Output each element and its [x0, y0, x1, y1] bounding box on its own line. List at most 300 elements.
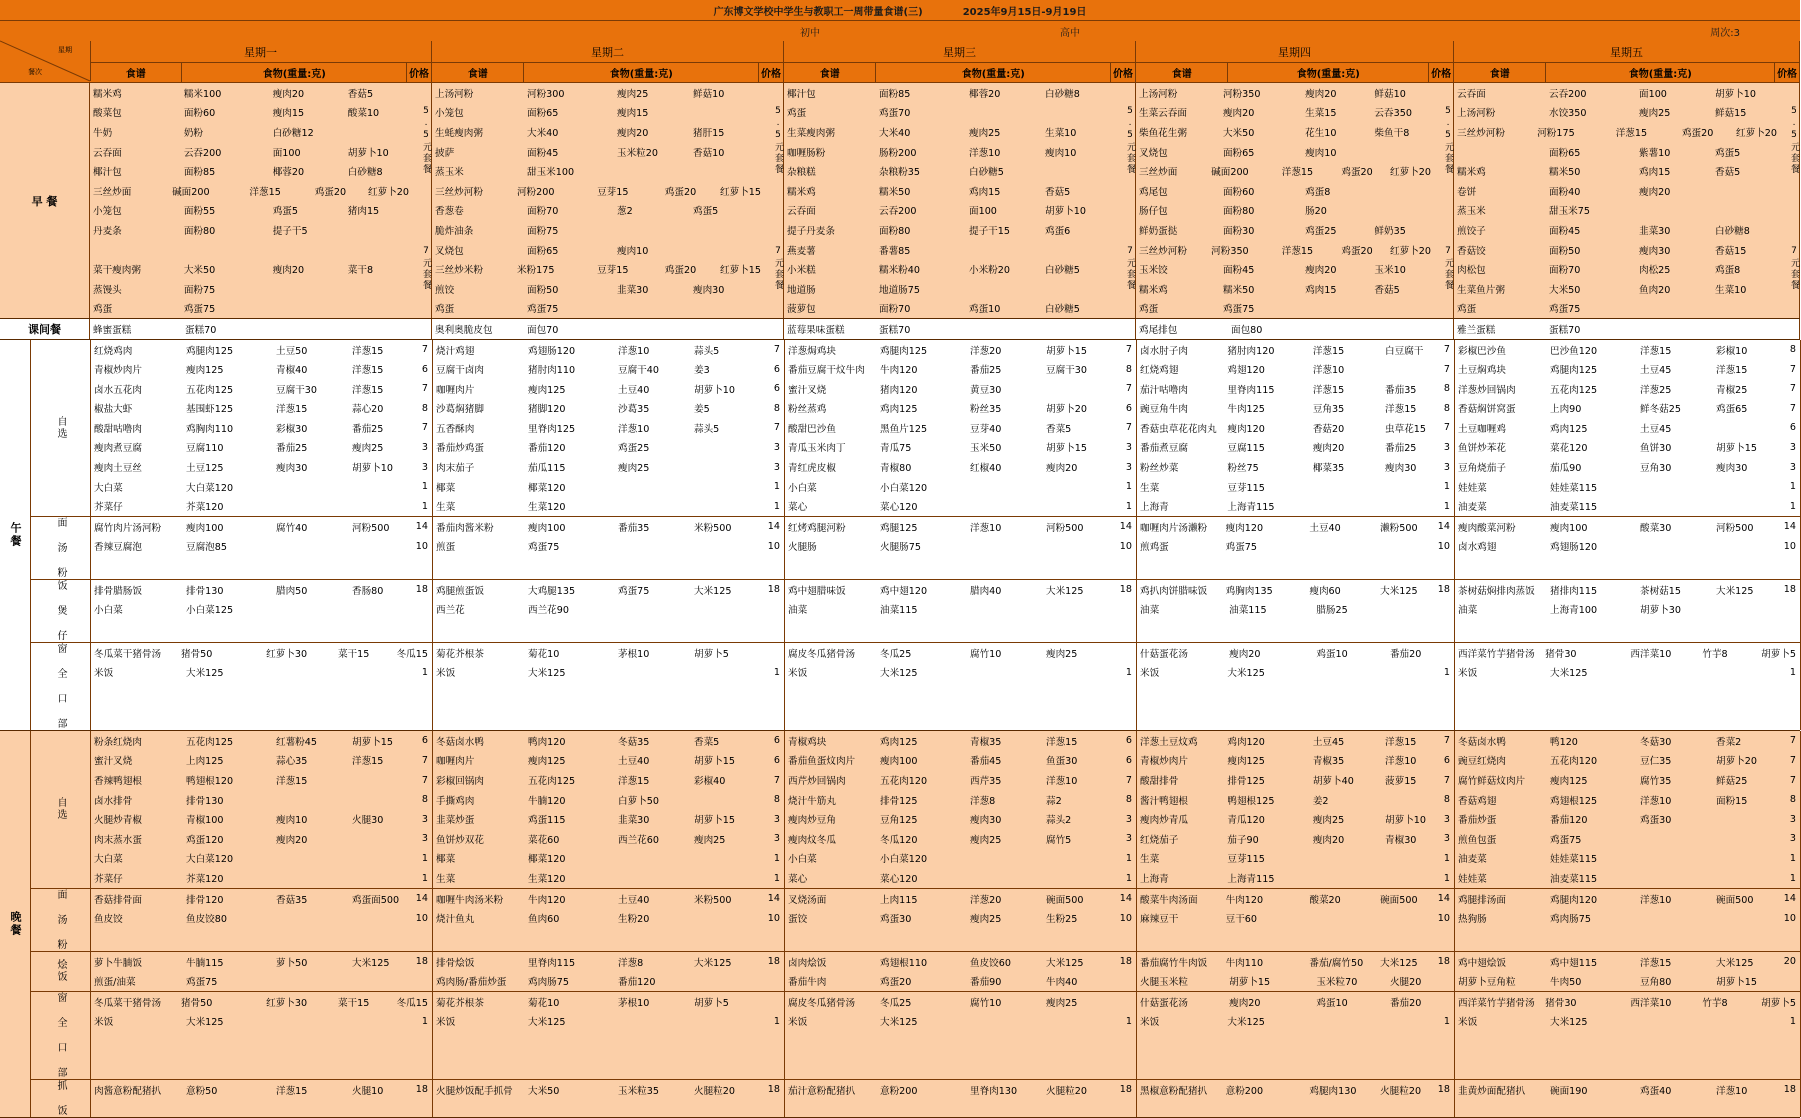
- ingredient-1: 牛腩120: [528, 795, 566, 807]
- dish-name: 生菜: [1140, 854, 1160, 866]
- price-or-ingredient: 7: [1443, 363, 1450, 375]
- meal-group-lunch_zixuan: [31, 340, 1801, 517]
- day-column: [433, 580, 785, 642]
- ingredient-1: 面粉75: [527, 225, 559, 237]
- ingredient-1: 排骨130: [186, 585, 224, 597]
- ingredient-2: 玉米粒70: [1316, 977, 1358, 989]
- ingredient-1: 五花肉125: [186, 384, 234, 396]
- sheet-title: 广东博文学校中学生与教职工一周带量食谱(三): [713, 6, 923, 18]
- ingredient-3: 胡萝卜15: [1716, 443, 1757, 455]
- menu-row: [432, 240, 783, 260]
- food-col-header: 食物(重量:克): [524, 63, 759, 82]
- dish-name: 三丝炒河粉: [1139, 245, 1187, 257]
- price-or-ingredient: 7: [1443, 774, 1450, 786]
- day-column: [90, 83, 432, 318]
- dish-name: 蒸馒头: [93, 284, 122, 296]
- ingredient-2: 瘦肉25: [618, 463, 650, 475]
- price-or-ingredient: 10: [1783, 912, 1796, 924]
- ingredient-2: 西芹35: [970, 776, 1002, 788]
- breakfast-price-a: 5.5元套餐: [773, 105, 783, 175]
- ingredient-2: 胡萝卜40: [1312, 776, 1354, 788]
- ingredient-3: 香菇5: [347, 88, 374, 100]
- ingredient-1: 油菜115: [880, 605, 918, 617]
- menu-row: [433, 580, 784, 600]
- ingredient-2: 鸡肉15: [969, 186, 1001, 198]
- menu-row: [1136, 83, 1453, 103]
- ingredient-1: 菜心120: [880, 502, 918, 514]
- ingredient-1: 大米50: [1222, 127, 1255, 139]
- ingredient-3: 洋葱15: [352, 384, 384, 396]
- menu-row: [784, 220, 1135, 240]
- ingredient-3: 洋葱10: [1716, 1085, 1748, 1097]
- ingredient-2: 青椒35: [970, 736, 1002, 748]
- day-column: [432, 83, 784, 318]
- menu-row: [433, 770, 784, 790]
- price-or-ingredient: 3: [421, 813, 428, 825]
- menu-row: [90, 201, 431, 221]
- ingredient-1: 大米50: [183, 265, 216, 277]
- ingredient-1: 鸡肉125: [1550, 423, 1588, 435]
- ingredient-2: 花生10: [1305, 127, 1337, 139]
- corner-diagonal: [0, 41, 90, 81]
- menu-row: [433, 952, 784, 972]
- meal-section-lunch: [0, 340, 1800, 731]
- snack-day: [1454, 319, 1800, 339]
- dish-name: 米饭: [436, 668, 456, 680]
- menu-row: [785, 849, 1136, 869]
- menu-row: [91, 992, 432, 1012]
- ingredient-2: 韭菜30: [1639, 225, 1671, 237]
- price-or-ingredient: 10: [1783, 540, 1796, 552]
- dish-name: 鲜奶蛋挞: [1139, 225, 1178, 237]
- menu-row: [1137, 1080, 1454, 1100]
- ingredient-3: 大米125: [1380, 957, 1418, 969]
- ingredient-1: 鸡翅肠120: [1550, 542, 1598, 554]
- menu-row: [433, 340, 784, 360]
- ingredient-3: 彩椒10: [1716, 345, 1748, 357]
- price-or-ingredient: 6: [1125, 402, 1132, 414]
- snack-label: 课间餐: [0, 319, 90, 339]
- price-or-ingredient: 18: [1119, 1084, 1132, 1096]
- price-or-ingredient: 胡萝卜5: [1761, 997, 1796, 1009]
- menu-row: [1454, 299, 1799, 319]
- ingredient-3: 生粉25: [1046, 914, 1078, 926]
- ingredient-3: 玉米10: [1374, 265, 1406, 277]
- menu-row: [1455, 971, 1800, 991]
- ingredient-1: 菜花60: [528, 834, 560, 846]
- ingredient-1: 猪肘肉120: [1227, 345, 1275, 357]
- dish-name: 香葱卷: [435, 206, 464, 218]
- food-col-header: 食物(重量:克): [182, 63, 407, 82]
- ingredient-2: 鸡蛋25: [1305, 225, 1337, 237]
- ingredient-1: 上肉90: [1550, 404, 1582, 416]
- day-column: [785, 340, 1137, 516]
- group-label: 窗 全 口 部: [31, 643, 91, 730]
- day-column: [784, 83, 1136, 318]
- day-column: [91, 889, 433, 951]
- price-or-ingredient: 1: [1789, 500, 1796, 512]
- price-or-ingredient: 8: [1443, 383, 1450, 395]
- ingredient-1: 面粉65: [527, 245, 559, 257]
- menu-row: [1137, 496, 1454, 516]
- dish-name: 红烧鸡肉: [94, 345, 133, 357]
- menu-row: [90, 83, 431, 103]
- ingredient-1: 瘦肉20: [1222, 108, 1255, 120]
- ingredient-1: 猪肉120: [880, 384, 918, 396]
- price-or-ingredient: 1: [773, 481, 780, 493]
- price-or-ingredient: 18: [767, 956, 780, 968]
- ingredient-1: 巴沙鱼120: [1550, 345, 1598, 357]
- day-column: [1137, 340, 1455, 516]
- dish-name: 酸菜包: [93, 108, 122, 120]
- ingredient-1: 面粉65: [1549, 147, 1581, 159]
- menu-row: [1137, 457, 1454, 477]
- dish-name: 土豆咖喱鸡: [1458, 423, 1506, 435]
- day-column: [91, 992, 433, 1079]
- ingredient-2: 椰蓉20: [969, 88, 1001, 100]
- ingredient-1: 面粉85: [879, 88, 911, 100]
- menu-row: [1136, 319, 1453, 339]
- ingredient-2: 玉米粒20: [617, 147, 658, 159]
- dish-name: 油麦菜: [1458, 854, 1487, 866]
- ingredient-1: 瘦肉100: [1550, 522, 1588, 534]
- ingredient-2: 番茄35: [618, 522, 650, 534]
- price-or-ingredient: 红萝卜20: [1389, 245, 1431, 257]
- ingredient-1: 大米50: [1549, 284, 1581, 296]
- breakfast-price-a: 5.5元套餐: [1125, 105, 1135, 175]
- ingredient-3: 牛肉40: [1046, 977, 1078, 989]
- ingredient-1: 茄瓜115: [528, 463, 566, 475]
- ingredient-1: 青瓜75: [880, 443, 912, 455]
- ingredient-1: 米粉175: [516, 265, 555, 277]
- menu-row: [433, 992, 784, 1012]
- ingredient-1: 糯米粉40: [879, 265, 920, 277]
- ingredient-3: 竹芋8: [1702, 648, 1728, 660]
- day-column: [1137, 992, 1455, 1079]
- ingredient-3: 鸡蛋20: [664, 265, 697, 277]
- ingredient-2: 里脊肉130: [970, 1085, 1018, 1097]
- dish-name: 蛋饺: [788, 914, 808, 926]
- day-column: [1455, 340, 1801, 516]
- price-or-ingredient: 10: [1437, 912, 1450, 924]
- dish-name: 芥菜仔: [94, 874, 123, 886]
- ingredient-2: 瘦肉20: [1305, 265, 1337, 277]
- dish-name: 生菜鱼片粥: [1457, 284, 1505, 296]
- ingredient-1: 冬瓜25: [880, 997, 912, 1009]
- ingredient-1: 大米125: [528, 668, 566, 680]
- dish-name: 三丝炒面: [93, 186, 132, 198]
- dish-name: 小白菜: [788, 854, 817, 866]
- dish-name: 豌豆角牛肉: [1140, 404, 1188, 416]
- ingredient-2: 豆角80: [1640, 977, 1672, 989]
- ingredient-3: 胡萝卜10: [694, 384, 735, 396]
- dish-name: 瘦肉酸菜河粉: [1458, 522, 1516, 534]
- ingredient-2: 玉米粒35: [618, 1085, 659, 1097]
- ingredient-1: 牛肉120: [1225, 894, 1264, 906]
- snack-day: [784, 319, 1136, 339]
- menu-row: [1137, 992, 1454, 1012]
- menu-row: [91, 643, 432, 663]
- dish-name: 香菇排骨面: [94, 894, 142, 906]
- breakfast-price-b: 7元套餐: [1125, 245, 1135, 291]
- ingredient-1: 鸡肉120: [1227, 736, 1265, 748]
- dish-name: 糯米鸡: [1139, 284, 1168, 296]
- menu-row: [1455, 889, 1800, 909]
- price-or-ingredient: 3: [773, 833, 780, 845]
- ingredient-1: 面粉70: [879, 304, 911, 316]
- ingredient-3: 胡萝卜5: [694, 648, 729, 660]
- ingredient-2: 鸡蛋10: [969, 304, 1001, 316]
- ingredient-2: 洋葱8: [970, 795, 996, 807]
- ingredient-3: 濑粉500: [1380, 522, 1418, 534]
- ingredient-1: 鸡蛋115: [528, 815, 566, 827]
- dish-name: 肉末蒸水蛋: [94, 834, 142, 846]
- ingredient-2: 小米粉20: [969, 265, 1010, 277]
- price-or-ingredient: 8: [1125, 363, 1132, 375]
- day-column: [91, 952, 433, 991]
- ingredient-2: 番茄120: [618, 977, 656, 989]
- menu-row: [91, 399, 432, 419]
- menu-row: [1454, 122, 1799, 142]
- dish-name: 西洋菜竹芋猪骨汤: [1458, 997, 1535, 1009]
- menu-row: [433, 663, 784, 683]
- column-headers: [1454, 63, 1800, 82]
- menu-row: [785, 1080, 1136, 1100]
- dish-name: 糯米鸡: [1457, 167, 1486, 179]
- ingredient-2: 瘦肉20: [1305, 88, 1337, 100]
- corner-top: 星期: [58, 46, 72, 54]
- price-col-header: 价格: [761, 69, 782, 80]
- price-or-ingredient: 1: [421, 1015, 428, 1027]
- ingredient-1: 鸡蛋75: [528, 542, 560, 554]
- ingredient-3: 鸡蛋20: [664, 186, 697, 198]
- ingredient-3: 胡萝卜15: [1046, 345, 1087, 357]
- price-or-ingredient: 7: [1789, 402, 1796, 414]
- dish-name: 脆炸油条: [435, 225, 474, 237]
- ingredient-3: 瘦肉20: [1046, 463, 1078, 475]
- ingredient-2: 鸡蛋5: [272, 206, 299, 218]
- ingredient-3: 鸡蛋面500: [352, 894, 400, 906]
- dish-name: 萝卜牛腩饭: [94, 957, 142, 969]
- price-or-ingredient: 10: [767, 540, 780, 552]
- ingredient-1: 面粉45: [1549, 225, 1581, 237]
- ingredient-1: 面包80: [1231, 324, 1263, 336]
- dish-name: 青红虎皮椒: [788, 463, 836, 475]
- dish-name: 娃娃菜: [1458, 874, 1487, 886]
- ingredient-1: 鸡腿肉125: [880, 345, 928, 357]
- price-or-ingredient: 3: [1443, 813, 1450, 825]
- meal-group-lunch_chuang: [31, 643, 1801, 730]
- ingredient-3: 番茄25: [1385, 443, 1417, 455]
- breakfast-price-a: 5.5元套餐: [421, 105, 431, 175]
- food-col-header: 食物(重量:克): [1228, 63, 1429, 82]
- ingredient-1: 鸡蛋20: [880, 977, 912, 989]
- price-or-ingredient: 6: [1443, 754, 1450, 766]
- column-header-row: [0, 63, 1800, 83]
- price-or-ingredient: 18: [415, 956, 428, 968]
- menu-row: [1455, 418, 1800, 438]
- ingredient-3: 火腿10: [352, 1085, 384, 1097]
- ingredient-1: 上肉115: [880, 894, 918, 906]
- ingredient-2: 面100: [1639, 88, 1667, 100]
- menu-row: [433, 809, 784, 829]
- ingredient-3: 瘦肉30: [693, 284, 725, 296]
- dish-name: 西兰花: [436, 605, 465, 617]
- price-or-ingredient: 1: [1125, 872, 1132, 884]
- menu-row: [785, 359, 1136, 379]
- menu-row: [1455, 359, 1800, 379]
- menu-row: [1137, 790, 1454, 810]
- ingredient-2: 豆腐干40: [618, 365, 659, 377]
- menu-row: [91, 751, 432, 771]
- ingredient-2: 椰蓉20: [272, 167, 305, 179]
- ingredient-1: 豆干60: [1225, 914, 1258, 926]
- menu-row: [91, 600, 432, 620]
- ingredient-1: 猪脚120: [528, 404, 566, 416]
- price-or-ingredient: 18: [1783, 584, 1796, 596]
- dish-name: 豌豆红烧肉: [1458, 756, 1506, 768]
- dish-name: 生菜: [436, 874, 456, 886]
- dish-name: 青椒炒肉片: [94, 365, 142, 377]
- menu-row: [1455, 663, 1800, 683]
- ingredient-3: 鸡蛋20: [1681, 127, 1714, 139]
- ingredient-3: 番茄35: [1385, 384, 1417, 396]
- ingredient-1: 冬瓜120: [880, 834, 918, 846]
- ingredient-1: 瘦肉125: [1550, 776, 1588, 788]
- price-or-ingredient: 红萝卜15: [720, 186, 761, 198]
- price-or-ingredient: 冬瓜15: [396, 648, 428, 660]
- ingredient-2: 瘦肉15: [272, 108, 305, 120]
- menu-row: [91, 731, 432, 751]
- ingredient-1: 鸡蛋75: [1225, 542, 1258, 554]
- dish-name: 青椒炒肉片: [1140, 756, 1188, 768]
- menu-row: [91, 1080, 432, 1100]
- dish-name: 鸡蛋: [787, 108, 807, 120]
- ingredient-2: 面100: [969, 206, 997, 218]
- price-or-ingredient: 8: [773, 794, 780, 806]
- dish-name: 烧汁鱼丸: [436, 914, 475, 926]
- ingredient-1: 菜花120: [1550, 443, 1588, 455]
- menu-row: [433, 1080, 784, 1100]
- price-or-ingredient: 3: [421, 461, 428, 473]
- menu-row: [91, 1012, 432, 1032]
- snack-days: [90, 319, 1800, 339]
- ingredient-1: 豆腐泡85: [186, 542, 227, 554]
- ingredient-1: 意粉200: [880, 1085, 918, 1097]
- column-headers: [1136, 63, 1454, 82]
- dish-name: 云吞面: [93, 147, 122, 159]
- corner-bottom: 餐次: [28, 68, 42, 76]
- day-block-dinner_zixuan: [91, 731, 1801, 888]
- price-or-ingredient: 8: [1443, 402, 1450, 414]
- price-or-ingredient: 红萝卜20: [368, 186, 409, 198]
- menu-row: [785, 908, 1136, 928]
- menu-row: [785, 399, 1136, 419]
- price-or-ingredient: 7: [1443, 344, 1450, 356]
- menu-row: [784, 201, 1135, 221]
- ingredient-3: 大米125: [1716, 957, 1754, 969]
- day-column: [91, 731, 433, 888]
- price-or-ingredient: 7: [421, 774, 428, 786]
- ingredient-2: 姜2: [1312, 795, 1329, 807]
- menu-row: [1454, 83, 1799, 103]
- dish-name: 卷饼: [1457, 186, 1477, 198]
- dish-name: 牛奶: [93, 127, 113, 139]
- ingredient-1: 牛肉110: [1225, 957, 1264, 969]
- dish-name: 洋葱炒回锅肉: [1458, 384, 1516, 396]
- menu-row: [784, 240, 1135, 260]
- dish-name: 土豆焖鸡块: [1458, 365, 1506, 377]
- ingredient-3: 火腿30: [352, 815, 384, 827]
- snack-day: [90, 319, 432, 339]
- ingredient-1: 大米125: [1550, 1017, 1588, 1029]
- dish-name: 叉烧包: [1139, 147, 1168, 159]
- dish-name: 上汤河粉: [1457, 108, 1496, 120]
- ingredient-1: 猪骨50: [181, 648, 213, 660]
- ingredient-2: 鸡蛋10: [1316, 997, 1348, 1009]
- ingredient-3: 瘦肉25: [352, 443, 384, 455]
- ingredient-2: 瘦肉25: [970, 834, 1002, 846]
- price-or-ingredient: 1: [421, 666, 428, 678]
- menu-row: [785, 868, 1136, 888]
- ingredient-3: 姜5: [694, 404, 710, 416]
- price-or-ingredient: 10: [415, 540, 428, 552]
- day-column: [91, 580, 433, 642]
- ingredient-1: 菜心120: [880, 874, 918, 886]
- ingredient-2: 红椒40: [970, 463, 1002, 475]
- ingredient-1: 大米125: [880, 668, 918, 680]
- dish-name: 米饭: [1140, 1017, 1160, 1029]
- ingredient-3: 白砂糖8: [347, 167, 383, 179]
- dish-name: 肉酱意粉配猪扒: [94, 1085, 162, 1097]
- ingredient-1: 牛肉50: [1550, 977, 1582, 989]
- price-or-ingredient: 14: [767, 521, 780, 533]
- menu-row: [432, 142, 783, 162]
- ingredient-1: 大米125: [186, 1017, 224, 1029]
- day-column: [1455, 1080, 1801, 1117]
- dish-name: 丹麦条: [93, 225, 122, 237]
- ingredient-1: 面粉70: [1549, 265, 1581, 277]
- price-or-ingredient: 18: [1119, 584, 1132, 596]
- price-or-ingredient: 7: [421, 344, 428, 356]
- ingredient-1: 瘦肉120: [1225, 522, 1264, 534]
- dish-name: 蓝莓果味蛋糕: [787, 324, 845, 336]
- ingredient-2: 洋葱15: [1281, 245, 1314, 257]
- ingredient-2: 香菇20: [1312, 423, 1345, 435]
- ingredient-2: 鱼饼30: [1640, 443, 1672, 455]
- day-column: [785, 517, 1137, 579]
- ingredient-2: 豆角30: [1640, 463, 1672, 475]
- dish-name: 大白菜: [94, 482, 123, 494]
- ingredient-1: 鸡翅肠120: [528, 345, 576, 357]
- day-header: 星期二: [432, 41, 784, 62]
- day-column: [1455, 992, 1801, 1079]
- price-or-ingredient: 6: [773, 383, 780, 395]
- dish-name: 腐皮冬瓜猪骨汤: [788, 648, 856, 660]
- ingredient-1: 瘦肉125: [1227, 756, 1265, 768]
- menu-row: [1137, 379, 1454, 399]
- dish-name: 火腿肠: [788, 542, 817, 554]
- dish-name: 小白菜: [788, 482, 817, 494]
- menu-row: [433, 643, 784, 663]
- price-or-ingredient: 3: [1125, 461, 1132, 473]
- ingredient-3: 大米125: [694, 957, 732, 969]
- ingredient-1: 鸡腿肉125: [1550, 365, 1598, 377]
- ingredient-1: 糯米50: [1549, 167, 1581, 179]
- sheet-dates: 2025年9月15日-9月19日: [962, 6, 1087, 18]
- ingredient-1: 大米125: [1227, 668, 1265, 680]
- ingredient-2: 蒜心35: [276, 756, 308, 768]
